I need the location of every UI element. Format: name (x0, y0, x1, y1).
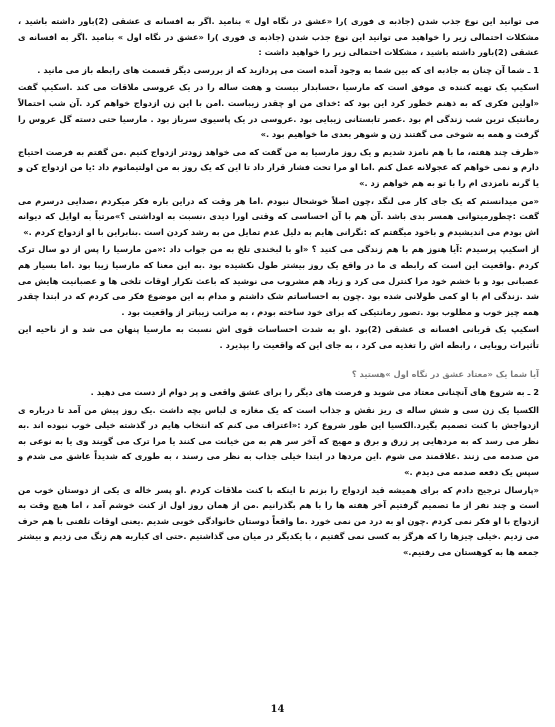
page-number: 14 (270, 704, 285, 715)
paragraph: از اسکیپ پرسیدم :آیا هنوز هم با هم زندگی می کنید ؟ «او با لبخندی تلخ به من جواب داد :«من مارسیا را پس از دو سال ترک کردم .واقعیت این است که رابطه ی ما در واقع یک روز بیشتر طول نکشیده بود .به این معنا که مارسیا زیبا بود .اما بسیار هم عصبانی بود و با خشم خود مرا کنترل می کرد و زیاد هم مشروب می نوشید که باعث تکرار اوقات تلخی ها و عصبانیت هایش می شد .زندگی ام با او کمی طولانی شده بود .چون به احساساتم شک داشتم و مدام به این موضوع فکر می کردم که در ابتدا چقدر همه چیز خوب و مطلوب بود .تصور رمانتیکی که برای خود ساخته بودم ، به مراتب زیباتر از واقعیت بود . (18, 244, 539, 317)
paragraph: «ظرف چند هفته، ما با هم نامزد شدیم و یک روز مارسیا به من گفت که می خواهد زودتر ازدواج کنیم .من گفتم به فرصت احتیاج دارم و نمی خواهم که عجولانه عمل کنم .اما او مرا تحت فشار قرار داد تا این که یک روز به من اولتیماتوم داد :یا من ازدواج کن و یا گرنه نامزدی ام را با تو به هم خواهم زد .» (18, 146, 539, 188)
paragraph: می توانید این نوع جذب شدن (جاذبه ی فوری )را «عشق در نگاه اول » بنامید .اگر به افسانه ی عشقی (2)باور داشته باشید ، مشکلات احتمالی زیر را خواهید می توانید این نوع جذب شدن (جاذبه ی فوری )را «عشق در نگاه اول » بنامید .اگر به افسانه ی عشقی (2)باور داشته باشید ، مشکلات احتمالی زیر را خواهید داشت : (18, 16, 539, 58)
paragraph: الکسیا یک زن سی و شش ساله ی ریز نقش و جذاب است که یک مغازه ی لباس بچه داشت .یک روز پیش من آمد تا درباره ی ازدواجش با کنت تصمیم بگیرد.الکسیا این طور شروع کرد :«اعتراف می کنم که انتخاب هایم در گذشته خیلی خوب نبوده اند .به نظر می رسد که به مردهایی پر زرق و برق و مهیج که آخر سر هم به من خیانت می کنند یا مرا ترک می گویند وی یا به نوعی به من صدمه می زنند .علاقمند می شوم .این مردها در ابتدا خیلی جذاب به نظر می رسند ، به طوری که شدیداً عاشق می شدم و سپس یک دفعه صدمه می دیدم .» (18, 404, 539, 478)
paragraph: 1 ـ شما آن چنان به جاذبه ای که بین شما به وجود آمده است می پردازید که از بررسی دیگر قسمت های رابطه باز می مانید . (37, 64, 539, 75)
paragraph: «پارسال ترجیح دادم که برای همیشه قید ازدواج را بزنم تا اینکه با کنت ملاقات کردم .او پسر خاله ی یکی از دوستان خوب من است و چند نفر از ما تصمیم گرفتیم آخر هفته ها را با هم بگذرانیم .من از همان روز اول از کنت خوشم آمد ، اما هیچ وقت به ازدواج با او فکر نمی کردم .چون او به درد من نمی خورد .ما واقعاً دوستان خانوادگی خوبی شدیم .یعنی اوقات تلفنی با هم حرف می زدیم .خیلی چیزها را که هرگز به کسی نمی گفتیم ، با یکدیگر در میان می گذاشتیم .حتی ای کباربه هم زنگ می زدیم و بیشتر جمعه ها به کوهستان می رفتیم.» (18, 484, 539, 557)
paragraph: «من میدانستم که یک جای کار می لنگد ،چون اصلاً خوشحال نبودم .اما هر وقت که دراین باره فکر میکردم ،صدایی درسرم می گفت :چطورمیتوانی همسر بدی باشد .آن هم با آن احساسی که وقتی اورا دیدی ،نسبت به اوداشتی ؟»مرتباً به اوایل که دیوانه اش بودم می اندیشیدم و باخود میگفتم که :نگرانی هایم به دلیل عدم تمایل من به رشد کردن است .بنابراین با او ازدواج کردم .» (18, 195, 539, 237)
paragraph: اسکیپ یک تهیه کننده ی موفق است که مارسیا ،حسابدار بیست و هفت ساله را در یک عروسی ملاقات می کند .اسکیپ گفت «اولین فکری که به ذهنم خطور کرد این بود که :خدای من او چقدر زیباست .امن با این زن ازدواج خواهم کرد .آن شب احتمالاً رمانتیک ترین شب زندگی ام بود .عصر تابستانی زیبایی بود .عروسی در یک پاسیوی سرباز بود . مارسیا حتی دسته گل عروس را گرفت و همه به شوخی می گفتند زن و شوهر بعدی ما خواهیم بود .» (18, 82, 539, 140)
paragraph: 2 ـ به شروع های آنچنانی معتاد می شوید و فرصت های دیگر را برای عشق واقعی و پر دوام از دست می دهید . (90, 387, 539, 398)
paragraph: اسکیپ یک قربانی افسانه ی عشقی (2)بود .او به شدت احساسات قوی اش نسبت به مارسیا پنهان می شد و از ناحیه این تأثیرات رویایی ، رابطه اش را تغذیه می کرد ، به جای این که واقعیت را بپذیرد . (18, 324, 539, 350)
section-heading: آیا شما یک «معتاد عشق در نگاه اول »هستید ؟ (351, 369, 539, 380)
